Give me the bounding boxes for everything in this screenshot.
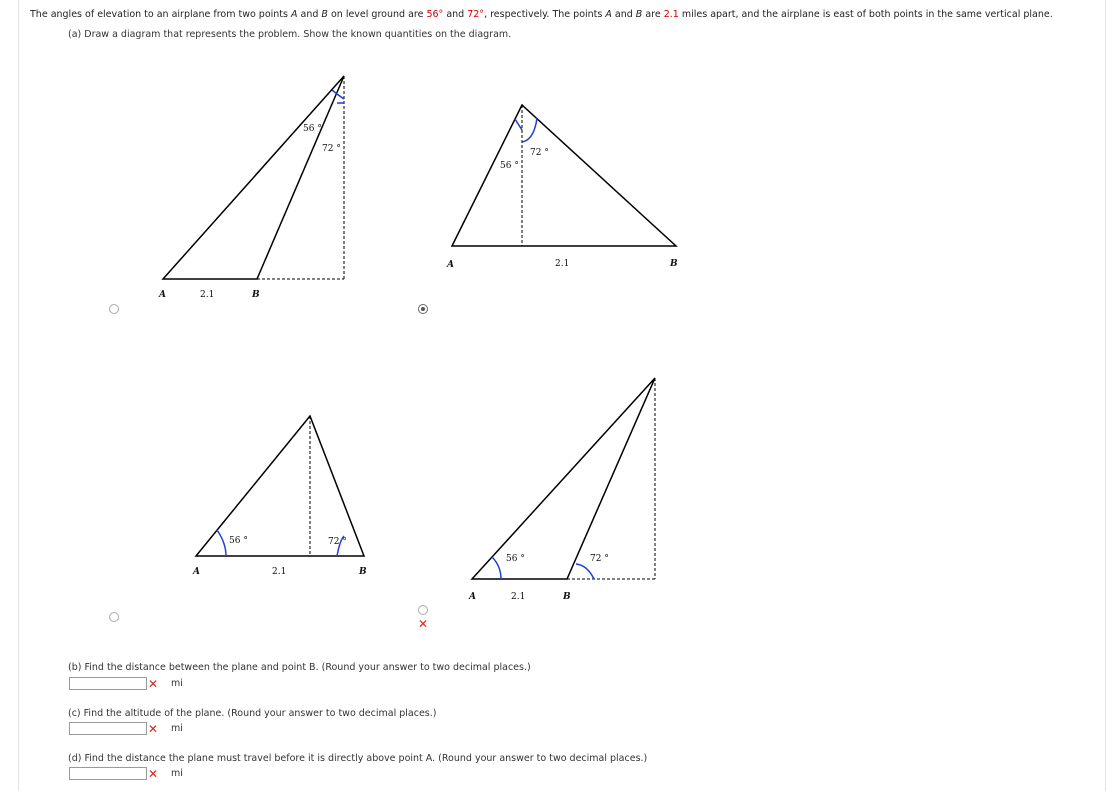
option-2-distance-label: 2.1 (555, 259, 570, 269)
part-d-label: (d) Find the distance the plane must travel before it is directly above point A. (Round your answer to two decimal places.) (68, 753, 648, 764)
option-1-distance-label: 2.1 (200, 290, 215, 300)
part-b-unit: mi (171, 678, 183, 689)
option-3-distance-label: 2.1 (272, 567, 287, 577)
option-4-angle-a-label: 56 ° (506, 554, 525, 564)
option-4-radio[interactable] (418, 605, 428, 615)
part-b-answer-input[interactable] (69, 677, 147, 690)
option-1-radio[interactable] (109, 304, 119, 314)
part-d-unit: mi (171, 768, 183, 779)
option-4-point-a-label: A (469, 592, 476, 602)
option-1-point-a-label: A (159, 290, 166, 300)
part-d-answer-input[interactable] (69, 767, 147, 780)
part-c-x-mark-icon: ✕ (148, 722, 159, 736)
part-b-x-mark-icon: ✕ (148, 677, 159, 691)
option-3-point-b-label: B (359, 567, 367, 577)
angle-2-value: 72° (467, 9, 485, 20)
option-4-angle-b-label: 72 ° (590, 554, 609, 564)
option-3-point-a-label: A (193, 567, 200, 577)
part-c-label: (c) Find the altitude of the plane. (Round your answer to two decimal places.) (68, 708, 437, 719)
question-text: The angles of elevation to an airplane from two points A and B on level ground are 56° and 72°, respectively. The points A and B are 2.1 miles apart, and the airplane is east of both points in the same vertical plane. (30, 9, 1053, 20)
part-b-label: (b) Find the distance between the plane and point B. (Round your answer to two decimal places.) (68, 662, 531, 673)
angle-1-value: 56° (426, 9, 444, 20)
option-2-angle-a-label: 56 ° (500, 161, 519, 171)
part-d-x-mark-icon: ✕ (148, 767, 159, 781)
option-2-angle-b-label: 72 ° (530, 148, 549, 158)
distance-value: 2.1 (663, 9, 679, 20)
option-1-angle-b-label: 72 ° (322, 144, 341, 154)
option-2-radio[interactable] (418, 304, 428, 314)
option-3-radio[interactable] (109, 612, 119, 622)
option-1-point-b-label: B (252, 290, 260, 300)
part-c-unit: mi (171, 723, 183, 734)
option-2-point-b-label: B (670, 259, 678, 269)
option-4-distance-label: 2.1 (511, 592, 526, 602)
option-3-angle-a-label: 56 ° (229, 536, 248, 546)
part-a-label: (a) Draw a diagram that represents the problem. Show the known quantities on the diagram. (68, 29, 512, 40)
option-1-angle-a-label: 56 ° (303, 124, 322, 134)
option-3-angle-b-label: 72 ° (328, 537, 347, 547)
part-c-answer-input[interactable] (69, 722, 147, 735)
option-2-point-a-label: A (447, 260, 454, 270)
option-4-x-mark-icon: ✕ (418, 617, 429, 631)
option-4-point-b-label: B (563, 592, 571, 602)
